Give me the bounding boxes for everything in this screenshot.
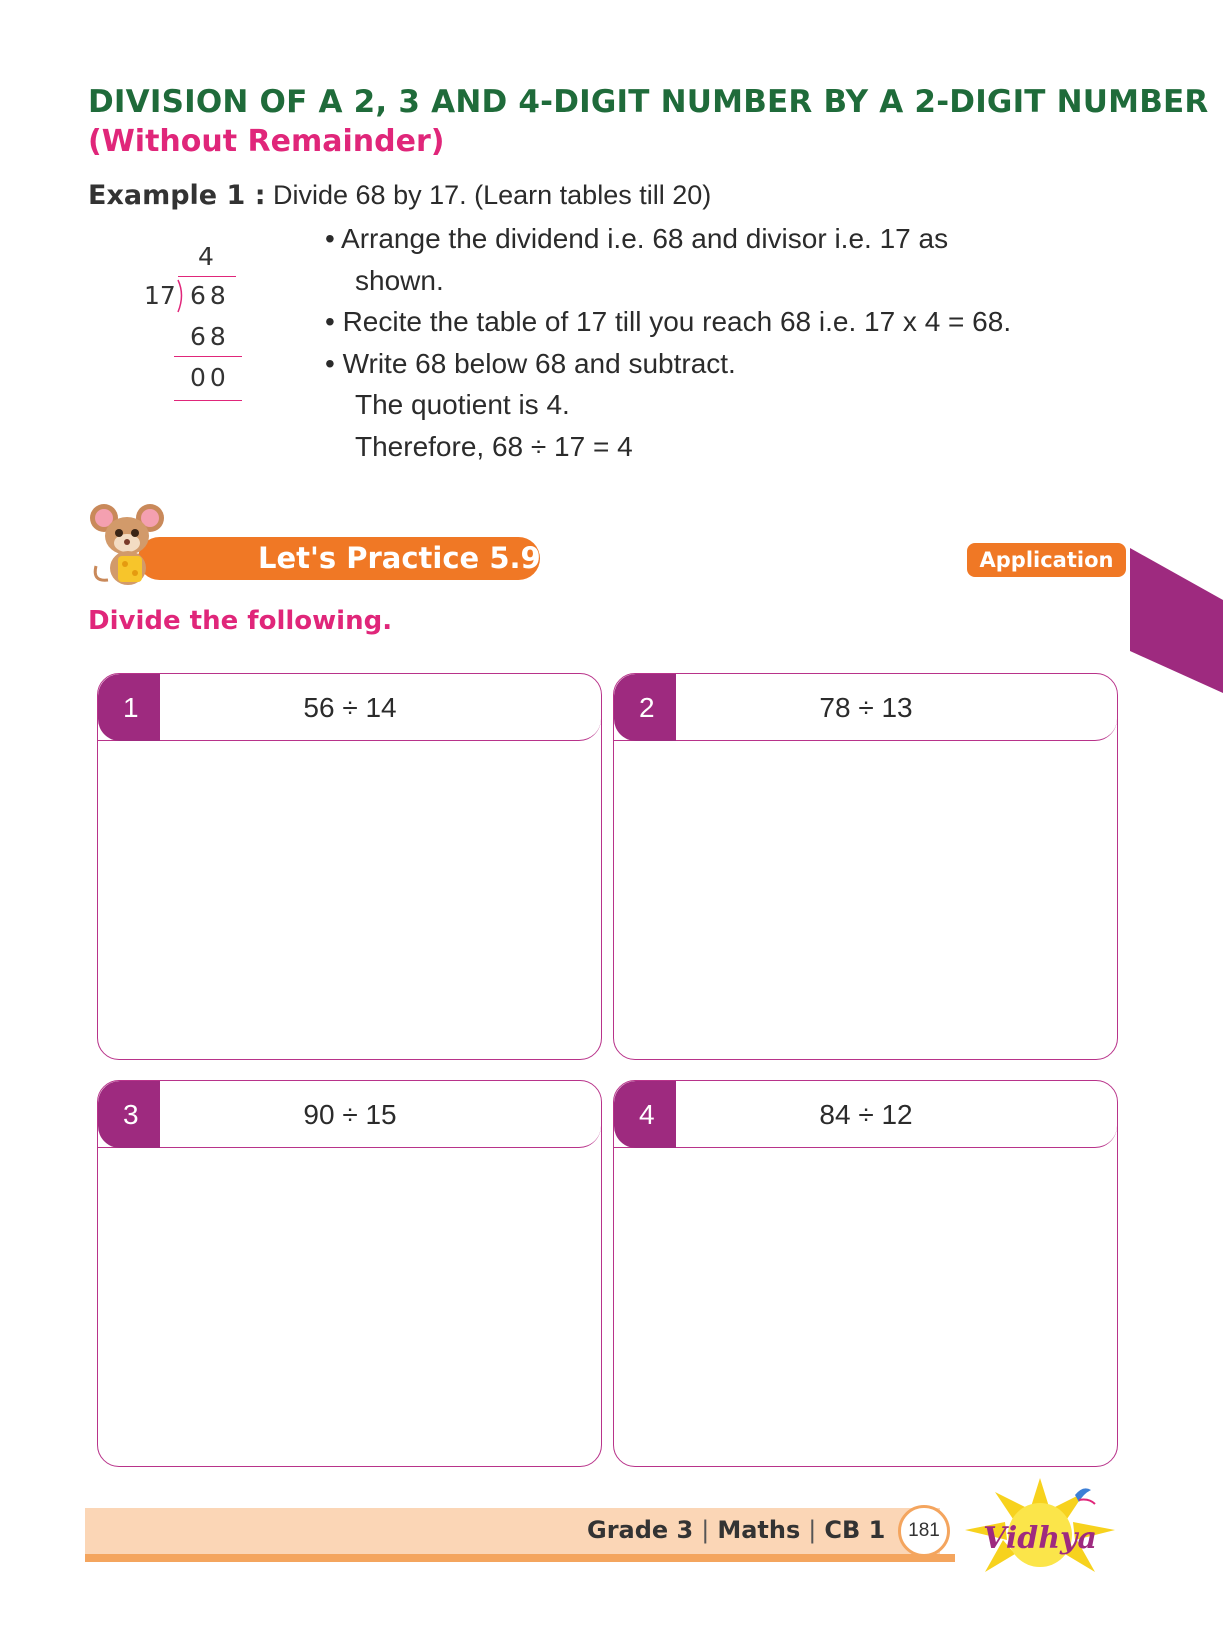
page-number: 181 [898,1505,950,1557]
question-number: 2 [614,674,676,741]
footer-separator: | [701,1516,710,1544]
logo-wordmark: Vidhya [983,1521,1097,1556]
step-text: • Recite the table of 17 till you reach 68 i.e. 17 x 4 = 68. [325,306,1012,337]
question-number: 1 [98,674,160,741]
step-text: • Arrange the dividend i.e. 68 and divisor i.e. 17 as [325,223,949,254]
vidhya-logo [955,1470,1125,1590]
quotient-line [178,276,236,277]
example-text: Divide 68 by 17. (Learn tables till 20) [265,180,712,210]
division-quotient: 4 [198,242,218,271]
question-expression: 84 ÷ 12 [819,1099,913,1130]
footer-stripe [85,1554,955,1562]
footer-book: CB 1 [824,1516,886,1544]
question-header [614,1081,1117,1148]
question-header [614,674,1117,741]
example-heading [88,180,711,211]
footer-grade: Grade 3 [587,1516,694,1544]
example-label: Example 1 : [88,180,266,211]
step-text: Therefore, 68 ÷ 17 = 4 [355,430,633,462]
side-tab-decoration [1130,548,1223,693]
step-text: • Write 68 below 68 and subtract. [325,347,736,379]
division-remainder: 00 [190,363,230,392]
footer-info [587,1516,885,1544]
question-expression: 78 ÷ 13 [819,692,913,723]
question-header [98,1081,601,1148]
result-line [174,400,242,401]
practice-instruction: Divide the following. [88,606,393,636]
application-badge: Application [967,543,1126,577]
step-text: The quotient is 4. [355,389,570,420]
question-expression: 56 ÷ 14 [303,692,397,723]
page-title: DIVISION OF A 2, 3 AND 4-DIGIT NUMBER BY A 2-DIGIT NUMBER [88,84,1209,120]
page-subtitle: (Without Remainder) [88,124,445,159]
mouse-mascot-icon [88,500,168,590]
long-division-work [140,242,260,418]
question-expression: 90 ÷ 15 [303,1099,397,1130]
example-steps [325,218,1011,467]
division-product: 68 [190,322,230,351]
question-box[interactable] [613,1080,1118,1467]
question-box[interactable] [97,673,602,1060]
question-number: 4 [614,1081,676,1148]
question-box[interactable] [613,673,1118,1060]
footer-separator: | [808,1516,817,1544]
division-divisor: 17 [144,281,176,310]
question-header [98,674,601,741]
division-dividend: 68 [190,281,230,310]
step-text: shown. [355,264,444,296]
footer-subject: Maths [717,1516,801,1544]
subtraction-line [174,356,242,357]
question-box[interactable] [97,1080,602,1467]
division-bracket-icon [176,279,186,313]
question-number: 3 [98,1081,160,1148]
practice-title: Let's Practice 5.9 [138,537,540,580]
